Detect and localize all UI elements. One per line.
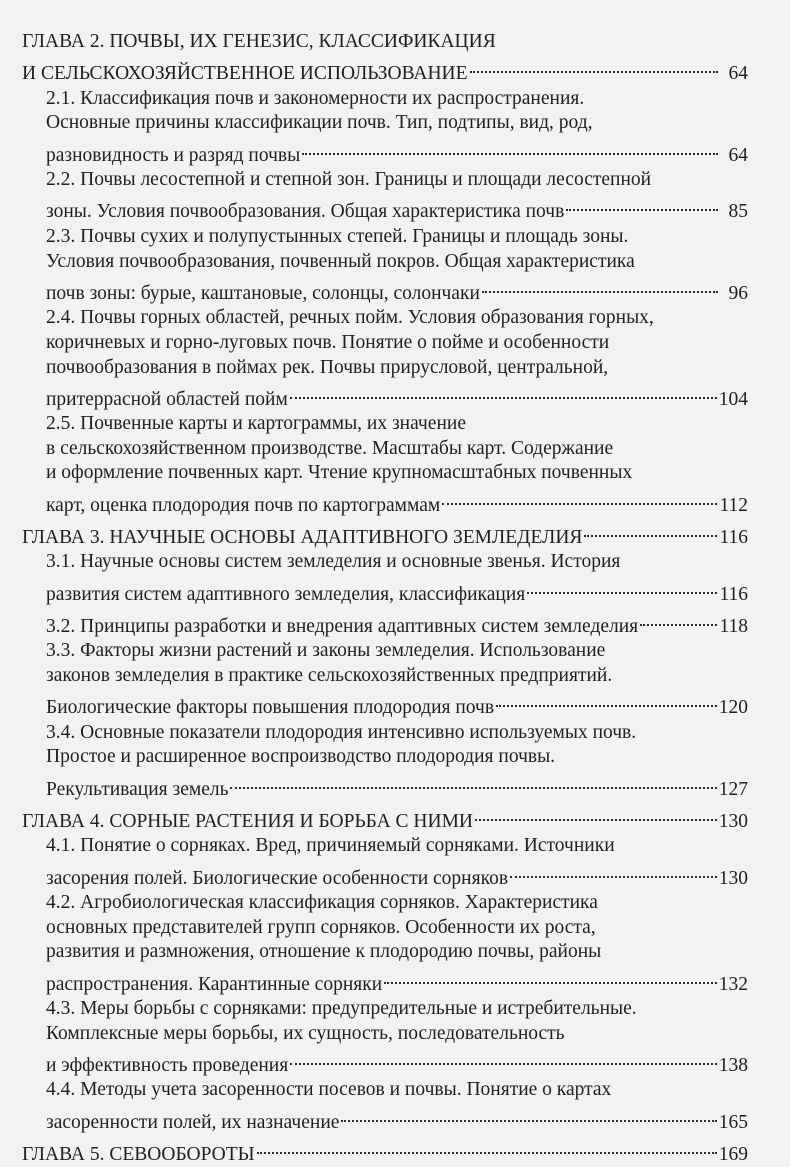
toc-entry-line: карт, оценка плодородия почв по картограммам [46, 494, 441, 516]
toc-entry-line: 4.2. Агробиологическая классификация сорняков. Характеристика [46, 892, 598, 914]
dot-leader [230, 770, 716, 795]
toc-entry-last-line [46, 575, 748, 607]
dot-leader [496, 689, 717, 714]
toc-entry-line: Комплексные меры борьбы, их сущность, последовательность [46, 1022, 565, 1044]
toc-entry-line: коричневых и горно-луговых почв. Понятие о пойме и особенности [46, 331, 610, 353]
page-number: 165 [718, 1111, 748, 1133]
toc-entry-line: зоны. Условия почвообразования. Общая характеристика почв [46, 201, 565, 223]
dot-leader [510, 859, 717, 884]
toc-entry-line: Биологические факторы повышения плодородия почв [46, 697, 495, 719]
table-of-contents [22, 30, 748, 1167]
toc-entry-line: засорения полей. Биологические особенности сорняков [46, 867, 509, 889]
toc-entry-line: развития и размножения, отношение к плодородию почвы, районы [46, 941, 602, 963]
page-number: 127 [718, 778, 748, 800]
dot-leader [566, 193, 718, 218]
toc-section-entry [22, 891, 748, 997]
page-number: 96 [728, 282, 748, 304]
dot-leader [302, 136, 718, 161]
toc-section-entry [22, 225, 748, 306]
dot-leader [640, 607, 717, 632]
toc-entry-line: Условия почвообразования, почвенный покров. Общая характеристика [46, 250, 635, 272]
toc-entry-line: распространения. Карантинные сорняки [46, 973, 383, 995]
toc-entry-line: и эффективность проведения [46, 1054, 289, 1076]
toc-entry-last-line [46, 136, 748, 168]
toc-section-entry [22, 721, 748, 802]
toc-entry-line: 3.3. Факторы жизни растений и законы земледелия. Использование [46, 640, 606, 662]
toc-entry-line: засоренности полей, их назначение [46, 1111, 340, 1133]
page-number: 169 [718, 1143, 748, 1165]
page-number: 130 [718, 810, 748, 832]
page-number: 104 [718, 388, 748, 410]
page-number: 130 [718, 867, 748, 889]
toc-entry-last-line [46, 274, 748, 306]
toc-entry-last-line [46, 689, 748, 721]
page-number: 120 [718, 697, 748, 719]
toc-entry-line: притеррасной областей пойм [46, 388, 288, 410]
toc-section-entry [22, 1078, 748, 1135]
dot-leader [470, 55, 718, 80]
page-number: 85 [728, 201, 748, 223]
toc-entry-line: 2.2. Почвы лесостепной и степной зон. Границы и площади лесостепной [46, 169, 652, 191]
dot-leader [384, 965, 717, 990]
toc-entry-last-line [46, 1103, 748, 1135]
toc-entry-line: основных представителей групп сорняков. Особенности их роста, [46, 916, 596, 938]
toc-chapter-entry [22, 30, 748, 87]
toc-entry-line: в сельскохозяйственном производстве. Масштабы карт. Содержание [46, 437, 614, 459]
toc-entry-last-line [22, 55, 748, 87]
toc-entry-line: ГЛАВА 5. СЕВООБОРОТЫ [22, 1143, 255, 1165]
toc-entry-last-line [22, 802, 748, 834]
toc-entry-last-line [46, 859, 748, 891]
toc-entry-line: ГЛАВА 2. ПОЧВЫ, ИХ ГЕНЕЗИС, КЛАССИФИКАЦИЯ [22, 31, 496, 52]
toc-entry-last-line [46, 607, 748, 639]
toc-entry-line: 2.1. Классификация почв и закономерности их распространения. [46, 87, 585, 109]
toc-section-entry [22, 168, 748, 225]
toc-entry-line: Основные причины классификации почв. Тип, подтипы, вид, род, [46, 112, 593, 134]
dot-leader [257, 1135, 717, 1160]
toc-entry-line: 4.1. Понятие о сорняках. Вред, причиняемый сорняками. Источники [46, 835, 615, 857]
toc-entry-last-line [46, 486, 748, 518]
toc-entry-line: ГЛАВА 3. НАУЧНЫЕ ОСНОВЫ АДАПТИВНОГО ЗЕМЛЕДЕЛИЯ [22, 526, 583, 548]
toc-entry-last-line [46, 380, 748, 412]
toc-entry-line: Рекультивация земель [46, 778, 229, 800]
toc-entry-last-line [22, 518, 748, 550]
dot-leader [290, 1046, 717, 1071]
toc-entry-last-line [46, 193, 748, 225]
dot-leader [482, 274, 718, 299]
toc-section-entry [22, 639, 748, 720]
toc-entry-line: 2.4. Почвы горных областей, речных пойм. Условия образования горных, [46, 307, 654, 329]
toc-entry-line: 2.3. Почвы сухих и полупустынных степей. Границы и площадь зоны. [46, 225, 629, 247]
dot-leader [475, 802, 717, 827]
page-number: 64 [728, 63, 748, 85]
toc-entry-line: 4.3. Меры борьбы с сорняками: предупредительные и истребительные. [46, 998, 637, 1020]
toc-entry-line: 3.2. Принципы разработки и внедрения адаптивных систем земледелия [46, 615, 639, 637]
toc-chapter-entry [22, 518, 748, 550]
toc-section-entry [22, 412, 748, 518]
dot-leader [584, 518, 717, 543]
dot-leader [442, 486, 717, 511]
page-number: 64 [728, 144, 748, 166]
page-number: 112 [719, 494, 748, 516]
toc-entry-last-line [46, 965, 748, 997]
dot-leader [290, 380, 717, 405]
page-number: 132 [718, 973, 748, 995]
toc-entry-last-line [46, 770, 748, 802]
toc-entry-line: 3.4. Основные показатели плодородия интенсивно используемых почв. [46, 721, 637, 743]
toc-entry-line: развития систем адаптивного земледелия, классификация [46, 583, 526, 605]
toc-section-entry [22, 997, 748, 1078]
toc-entry-line: Простое и расширенное воспроизводство плодородия почвы. [46, 746, 556, 768]
toc-entry-last-line [22, 1135, 748, 1167]
toc-entry-line: почв зоны: бурые, каштановые, солонцы, солончаки [46, 282, 480, 304]
toc-section-entry [22, 550, 748, 607]
toc-entry-line: законов земледелия в практике сельскохозяйственных предприятий. [46, 665, 613, 686]
toc-section-entry [22, 87, 748, 168]
dot-leader [527, 575, 717, 600]
toc-entry-line: и оформление почвенных карт. Чтение крупномасштабных почвенных [46, 462, 633, 484]
toc-entry-line: И СЕЛЬСКОХОЗЯЙСТВЕННОЕ ИСПОЛЬЗОВАНИЕ [22, 63, 468, 85]
toc-chapter-entry [22, 1135, 748, 1167]
toc-section-entry [22, 607, 748, 639]
page-number: 138 [718, 1054, 748, 1076]
toc-chapter-entry [22, 802, 748, 834]
page-number: 118 [719, 615, 748, 637]
toc-entry-line: 3.1. Научные основы систем земледелия и основные звенья. История [46, 551, 621, 573]
toc-entry-line: почвообразования в поймах рек. Почвы прирусловой, центральной, [46, 356, 609, 378]
toc-entry-line: 4.4. Методы учета засоренности посевов и почвы. Понятие о картах [46, 1079, 612, 1101]
toc-entry-last-line [46, 1046, 748, 1078]
page-number: 116 [719, 583, 748, 605]
toc-entry-line: ГЛАВА 4. СОРНЫЕ РАСТЕНИЯ И БОРЬБА С НИМИ [22, 810, 474, 832]
toc-section-entry [22, 834, 748, 891]
toc-section-entry [22, 306, 748, 412]
dot-leader [341, 1103, 716, 1128]
toc-entry-line: разновидность и разряд почвы [46, 144, 301, 166]
toc-entry-line: 2.5. Почвенные карты и картограммы, их значение [46, 413, 466, 435]
page-number: 116 [719, 526, 748, 548]
